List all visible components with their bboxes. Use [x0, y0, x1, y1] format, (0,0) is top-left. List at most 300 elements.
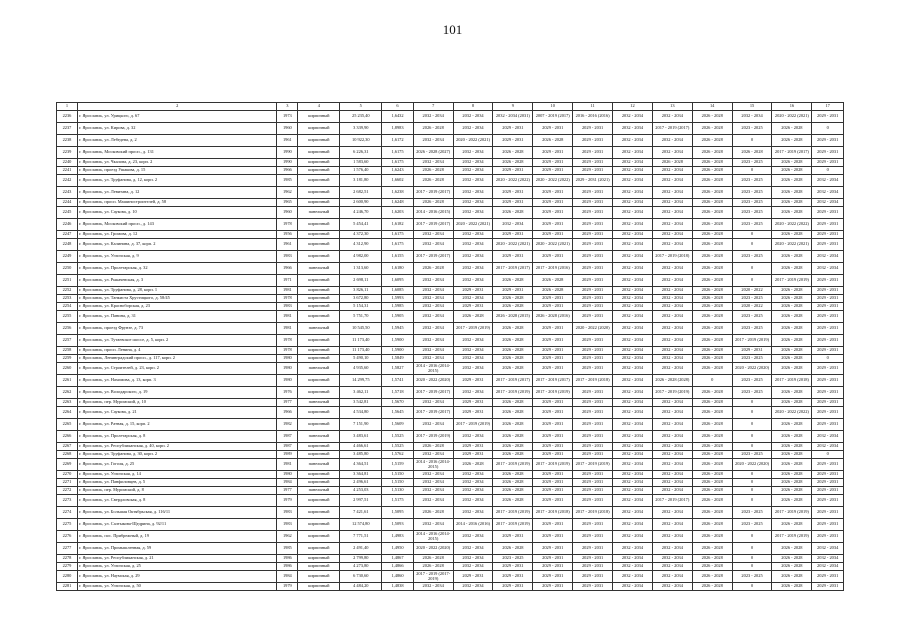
table-cell: 2029 - 2031	[493, 135, 533, 147]
address-cell: г. Ярославль, ул. Кирова, д. 32	[77, 123, 276, 135]
table-cell: 2026 - 2028	[493, 295, 533, 303]
table-cell: 6 226,31	[340, 147, 382, 159]
table-cell: 1985	[277, 175, 298, 187]
table-row	[57, 495, 844, 507]
table-cell: 2029 - 2031	[533, 407, 573, 419]
address-cell: г. Ярославль, ул. Левитана, д. 12	[77, 187, 276, 199]
table-cell: 2029 - 2031	[573, 479, 613, 487]
table-cell: 2020 - 2022 (2022)	[772, 219, 812, 231]
address-cell: г. Ярославль, Московский просп., д. 143	[77, 219, 276, 231]
table-cell: 2026 - 2028	[692, 431, 732, 443]
table-cell: 2026 - 2028	[493, 355, 533, 363]
table-cell: 1962	[277, 531, 298, 543]
table-row	[57, 355, 844, 363]
table-cell: 1982	[277, 419, 298, 431]
table-cell: 2026 - 2028	[692, 419, 732, 431]
table-cell: 2032 - 2034	[613, 251, 653, 263]
table-cell: 2254	[57, 303, 78, 311]
table-cell: 7 421,61	[340, 507, 382, 519]
table-cell: 2026 - 2028	[772, 135, 812, 147]
address-cell: г. Ярославль, проезд Ушакова, д. 15	[77, 167, 276, 175]
table-cell: 2017 - 2019 (2019)	[772, 275, 812, 287]
table-cell: 10 545,50	[340, 323, 382, 335]
address-cell: г. Ярославль, ул. Танкиста Хрустицкого, д. 58/45	[77, 295, 276, 303]
table-row	[57, 451, 844, 459]
table-cell: 1987	[277, 443, 298, 451]
table-cell: 2032 - 2034	[413, 451, 453, 459]
table-cell: 1985	[277, 543, 298, 555]
table-cell: 2029 - 2031	[812, 295, 844, 303]
table-cell: 2032 - 2034	[453, 347, 493, 355]
table-row	[57, 479, 844, 487]
table-cell: 2032 - 2034	[453, 167, 493, 175]
table-cell: 2260	[57, 363, 78, 375]
table-cell: панельный	[298, 399, 340, 407]
table-cell: 2026 - 2028	[493, 443, 533, 451]
table-cell: 2029 - 2031	[533, 571, 573, 583]
table-cell: 1,5150	[382, 479, 413, 487]
table-cell: 2029 - 2031	[573, 399, 613, 407]
table-cell: 2032 - 2034	[652, 563, 692, 571]
table-cell: 2026 - 2028	[772, 563, 812, 571]
table-cell: 2029 - 2031	[533, 355, 573, 363]
table-cell: 2026 - 2028	[692, 187, 732, 199]
address-cell: г. Ярославль, ул. Наумская, д. 29	[77, 571, 276, 583]
table-cell: 2029 - 2031	[812, 231, 844, 239]
table-cell: 1,5900	[382, 335, 413, 347]
table-cell: 2032 - 2034	[652, 275, 692, 287]
table-cell: 2032 - 2034	[453, 355, 493, 363]
table-cell: 2026 - 2028	[772, 287, 812, 295]
table-cell: 2032 - 2034	[613, 323, 653, 335]
table-cell: 2032 - 2034	[613, 531, 653, 543]
table-cell: 1,5609	[382, 419, 413, 431]
address-cell: г. Ярославль, просп. Ленина, д. 4	[77, 347, 276, 355]
address-cell: г. Ярославль, ул. Республиканская, д. 21	[77, 555, 276, 563]
table-cell: 2032 - 2034	[613, 431, 653, 443]
table-cell: кирпичный	[298, 239, 340, 251]
table-cell: 2017 - 2019 (2019)	[573, 459, 613, 471]
table-cell: 2017 - 2019 (2017)	[413, 219, 453, 231]
table-cell: кирпичный	[298, 543, 340, 555]
table-cell: 5 454,41	[340, 219, 382, 231]
table-cell: 2017 - 2019 (2017)	[493, 263, 533, 275]
table-cell: 2032 - 2034	[453, 583, 493, 591]
address-cell: г. Ярославль, ул. Панфиловцев, д. 5	[77, 479, 276, 487]
table-cell: 2026 - 2028	[692, 543, 732, 555]
table-cell: 2029 - 2031	[533, 399, 573, 407]
table-cell: 2017 - 2019 (2016)	[533, 263, 573, 275]
table-cell: 2029 - 2031	[573, 583, 613, 591]
table-cell: 0	[732, 471, 772, 479]
table-cell: 2029 - 2031	[573, 147, 613, 159]
table-cell: 2026 - 2028	[692, 147, 732, 159]
table-cell: 7 771,51	[340, 531, 382, 543]
table-cell: 1 576,40	[340, 167, 382, 175]
table-cell: 2029 - 2031	[573, 543, 613, 555]
table-cell: 2032 - 2034	[652, 531, 692, 543]
table-cell: 2029 - 2031	[573, 495, 613, 507]
table-row	[57, 487, 844, 495]
table-row	[57, 459, 844, 471]
table-cell: 1,5670	[382, 399, 413, 407]
table-cell: 2029 - 2031	[573, 159, 613, 167]
table-cell: 1,5827	[382, 363, 413, 375]
table-cell: 1983	[277, 251, 298, 263]
table-cell: 3 483,61	[340, 431, 382, 443]
table-cell: 1990	[277, 159, 298, 167]
table-cell: 2029 - 2031	[812, 507, 844, 519]
table-cell: 2026 - 2028	[493, 363, 533, 375]
table-row	[57, 555, 844, 563]
table-cell: 2032 - 2034	[613, 295, 653, 303]
table-cell: 2029 - 2031	[812, 239, 844, 251]
table-cell: 0	[732, 443, 772, 451]
table-cell: 2032 - 2034	[652, 571, 692, 583]
table-cell: кирпичный	[298, 251, 340, 263]
table-cell: 1,6155	[382, 251, 413, 263]
table-cell: 2032 - 2034	[453, 123, 493, 135]
table-cell: кирпичный	[298, 375, 340, 387]
table-cell: 2032 - 2034	[652, 167, 692, 175]
column-header: 4	[298, 103, 340, 111]
table-cell: 0	[732, 555, 772, 563]
table-cell: 2017 - 2019 (2017)	[533, 375, 573, 387]
table-cell: 2026 - 2028	[772, 399, 812, 407]
page-number: 101	[442, 22, 463, 37]
table-cell: 2026 - 2028	[692, 175, 732, 187]
table-cell: 2032 - 2034	[812, 563, 844, 571]
table-cell: 2026 - 2028	[692, 471, 732, 479]
header-row	[57, 103, 844, 111]
table-cell: 2032 - 2034	[613, 375, 653, 387]
table-row	[57, 407, 844, 419]
table-cell: 2032 - 2034	[652, 479, 692, 487]
table-cell: 2278	[57, 555, 78, 563]
table-cell: 5 751,70	[340, 311, 382, 323]
table-cell: 2268	[57, 451, 78, 459]
table-cell: 2 698,11	[340, 275, 382, 287]
table-cell: 2032 - 2034	[652, 187, 692, 199]
table-cell: 2026 - 2028	[772, 335, 812, 347]
table-cell: 3 462,11	[340, 387, 382, 399]
address-cell: г. Ярославль, ул. Чкалова, д. 23, корп. 2	[77, 159, 276, 167]
table-cell: 2259	[57, 355, 78, 363]
table-cell: кирпичный	[298, 387, 340, 399]
table-cell: 1,6085	[382, 287, 413, 295]
table-cell: кирпичный	[298, 347, 340, 355]
table-row	[57, 167, 844, 175]
table-cell: 2032 - 2034	[613, 519, 653, 531]
table-cell: 0	[692, 375, 732, 387]
table-cell: 2017 - 2019 (2019)	[652, 387, 692, 399]
table-cell: 2029 - 2031	[533, 147, 573, 159]
table-cell: 2251	[57, 275, 78, 287]
table-cell: 2029 - 2031	[573, 311, 613, 323]
address-cell: г. Ярославль, ул. Красноборская, д. 23	[77, 303, 276, 311]
table-cell: 4 364,51	[340, 459, 382, 471]
table-cell: 2026 - 2028	[493, 335, 533, 347]
table-cell: 2032 - 2034	[652, 451, 692, 459]
table-cell: 2281	[57, 583, 78, 591]
table-cell: 3 364,81	[340, 471, 382, 479]
table-cell: 2029 - 2031	[493, 563, 533, 571]
table-cell: 2029 - 2031	[533, 419, 573, 431]
address-cell: г. Ярославль, ул. Урицкого, д. 67	[77, 111, 276, 123]
table-cell: 2032 - 2034	[613, 471, 653, 479]
table-cell: 0	[732, 563, 772, 571]
table-cell: 2032 - 2034	[413, 479, 453, 487]
table-cell: 2026 - 2028	[692, 251, 732, 263]
table-cell: 3 542,81	[340, 399, 382, 407]
table-cell: 2026 - 2028	[692, 387, 732, 399]
table-cell: 2020 - 2022 (2020)	[732, 363, 772, 375]
table-cell: 2029 - 2031	[812, 459, 844, 471]
table-cell: 2032 - 2034	[652, 295, 692, 303]
table-cell: 2020 - 2022 (2021)	[453, 219, 493, 231]
table-cell: 2270	[57, 471, 78, 479]
table-cell: кирпичный	[298, 303, 340, 311]
table-cell: 0	[732, 543, 772, 555]
table-cell: 1981	[277, 311, 298, 323]
table-cell: 2026 - 2028	[772, 555, 812, 563]
table-cell: 0	[732, 275, 772, 287]
table-cell: 2265	[57, 419, 78, 431]
table-cell: 2026 - 2028	[692, 451, 732, 459]
table-cell: 2032 - 2034	[453, 111, 493, 123]
column-header: 8	[453, 103, 493, 111]
table-cell: 2029 - 2031	[533, 519, 573, 531]
table-cell: 2032 - 2034	[413, 495, 453, 507]
table-cell: 2250	[57, 263, 78, 275]
table-cell: кирпичный	[298, 419, 340, 431]
address-cell: г. Ярославль, ул. Тутаевское шоссе, д. 5, корп. 2	[77, 335, 276, 347]
table-row	[57, 431, 844, 443]
table-cell: 2239	[57, 147, 78, 159]
table-cell: 2279	[57, 563, 78, 571]
table-row	[57, 159, 844, 167]
address-cell: г. Ярославль, ул. Гоголя, д. 25	[77, 459, 276, 471]
table-cell: 2026 - 2028	[413, 199, 453, 207]
table-cell: 2026 - 2028	[692, 287, 732, 295]
table-cell: 2032 - 2034	[453, 175, 493, 187]
table-cell: 2026 - 2028	[413, 167, 453, 175]
table-cell: 2023 - 2025	[732, 507, 772, 519]
table-cell: 2026 - 2028	[692, 239, 732, 251]
table-cell: 2020 - 2022 (2020)	[413, 543, 453, 555]
table-cell: 2026 - 2028	[692, 199, 732, 207]
table-cell: 2032 - 2034	[613, 479, 653, 487]
column-header: 14	[692, 103, 732, 111]
table-cell: 2026 - 2028	[453, 311, 493, 323]
table-cell: 2017 - 2019 (2018)	[573, 375, 613, 387]
table-row	[57, 443, 844, 451]
table-cell: 2032 - 2034	[652, 407, 692, 419]
table-cell: 2032 - 2034	[652, 263, 692, 275]
table-cell: 2023 - 2025	[732, 295, 772, 303]
table-cell: 2020 - 2022 (2021)	[493, 239, 533, 251]
table-cell: 2029 - 2031	[812, 407, 844, 419]
table-cell: 2017 - 2019 (2017)	[413, 251, 453, 263]
table-cell: 2026 - 2028	[772, 443, 812, 451]
table-cell: 2026 - 2028	[772, 519, 812, 531]
table-cell: 1983	[277, 519, 298, 531]
table-cell: 2020 - 2022 (2022)	[493, 175, 533, 187]
table-cell: 2026 - 2028	[772, 495, 812, 507]
table-cell: 1,5905	[382, 311, 413, 323]
table-row	[57, 419, 844, 431]
table-cell: 2023 - 2025	[732, 571, 772, 583]
table-cell: 2029 - 2031	[533, 207, 573, 219]
table-cell: 2032 - 2034	[453, 251, 493, 263]
column-header: 12	[613, 103, 653, 111]
table-cell: 5 490,10	[340, 355, 382, 363]
table-cell: 2029 - 2031	[533, 543, 573, 555]
column-header: 13	[652, 103, 692, 111]
table-row	[57, 135, 844, 147]
address-cell: г. Ярославль, пер. Муромский, д. 8	[77, 487, 276, 495]
table-cell: 1,6175	[382, 159, 413, 167]
table-cell: 2020 - 2022 (2020)	[732, 459, 772, 471]
address-cell: г. Ярославль, просп. Машиностроителей, д. 58	[77, 199, 276, 207]
table-cell: 2032 - 2034	[652, 543, 692, 555]
table-cell: 2029 - 2031	[573, 135, 613, 147]
table-cell: 2017 - 2019 (2017-2019)	[413, 571, 453, 583]
table-cell: 1,5985	[382, 303, 413, 311]
table-cell: 3 181,80	[340, 175, 382, 187]
table-cell: 2026 - 2028	[772, 311, 812, 323]
table-cell: 2026 - 2028	[413, 563, 453, 571]
table-cell: 2029 - 2031	[453, 443, 493, 451]
table-cell: 2261	[57, 375, 78, 387]
table-cell: 2029 - 2031	[573, 347, 613, 355]
table-row	[57, 471, 844, 479]
table-cell: 1,6182	[382, 219, 413, 231]
table-cell: 2029 - 2031	[533, 583, 573, 591]
table-cell: 2017 - 2019 (2019)	[413, 431, 453, 443]
table-cell: 2032 - 2034	[652, 583, 692, 591]
table-cell: 2026 - 2028	[692, 571, 732, 583]
table-cell: 2032 - 2034	[613, 487, 653, 495]
table-cell: 0	[732, 419, 772, 431]
column-header: 2	[77, 103, 276, 111]
table-row	[57, 239, 844, 251]
table-cell: 2032 - 2034	[613, 275, 653, 287]
table-cell: 2026 - 2028	[692, 335, 732, 347]
table-cell: 2017 - 2019 (2019)	[732, 335, 772, 347]
table-cell: 2029 - 2031	[533, 479, 573, 487]
table-cell: 2029 - 2031	[812, 303, 844, 311]
table-row	[57, 563, 844, 571]
table-cell: 2269	[57, 459, 78, 471]
table-cell: кирпичный	[298, 231, 340, 239]
table-cell: 1,6095	[382, 275, 413, 287]
table-cell: 2032 - 2034	[652, 363, 692, 375]
table-cell: 2026 - 2028	[413, 555, 453, 563]
table-cell: 2032 - 2034	[413, 323, 453, 335]
table-cell: 2026 - 2028	[692, 531, 732, 543]
table-cell: 2026 - 2028	[493, 487, 533, 495]
table-cell: 2032 - 2034	[812, 443, 844, 451]
address-cell: г. Ярославль, ул. Угличская, д. 50	[77, 583, 276, 591]
table-cell: 4 372,30	[340, 231, 382, 239]
table-cell: 1,5741	[382, 375, 413, 387]
table-cell: 2029 - 2031	[812, 323, 844, 335]
table-cell: 1983	[277, 507, 298, 519]
address-cell: г. Ярославль, Московский просп., д. 131	[77, 147, 276, 159]
table-cell: 2029 - 2031	[533, 159, 573, 167]
table-cell: 1,6175	[382, 231, 413, 239]
table-cell: 2032 - 2034	[732, 111, 772, 123]
table-cell: 2017 - 2019 (2018)	[533, 507, 573, 519]
table-cell: 2029 - 2031	[533, 251, 573, 263]
table-cell: 1,4838	[382, 583, 413, 591]
table-cell: 1966	[277, 263, 298, 275]
table-cell: 1962	[277, 187, 298, 199]
table-cell: 1979	[277, 583, 298, 591]
table-cell: 2026 - 2028	[772, 231, 812, 239]
table-cell: 2026 - 2028	[692, 303, 732, 311]
table-row	[57, 375, 844, 387]
table-cell: 2029 - 2031	[533, 431, 573, 443]
table-cell: 2026 - 2028	[772, 571, 812, 583]
table-cell: 2017 - 2019 (2019)	[772, 531, 812, 543]
column-header: 11	[573, 103, 613, 111]
table-cell: 2029 - 2031	[732, 347, 772, 355]
table-cell: 1986	[277, 563, 298, 571]
table-cell: 2032 - 2034	[812, 251, 844, 263]
table-cell: 0	[812, 355, 844, 363]
table-cell: 1960	[277, 123, 298, 135]
table-cell: 2029 - 2031	[493, 187, 533, 199]
table-cell: 2032 - 2034	[652, 287, 692, 295]
table-cell: 2023 - 2025	[732, 187, 772, 199]
table-cell: 2026 - 2028	[772, 303, 812, 311]
table-cell: 2029 - 2031	[812, 571, 844, 583]
table-cell: 2023 - 2025	[732, 519, 772, 531]
table-cell: 2032 - 2034	[613, 231, 653, 239]
table-cell: 2032 - 2034	[613, 355, 653, 363]
table-cell: панельный	[298, 363, 340, 375]
table-cell: 2026 - 2028	[692, 563, 732, 571]
table-cell: 2029 - 2031	[812, 135, 844, 147]
table-cell: 2029 - 2031	[573, 187, 613, 199]
table-cell: 2032 - 2034	[453, 147, 493, 159]
table-cell: 2026 - 2028	[692, 479, 732, 487]
table-cell: 2029 - 2031	[533, 363, 573, 375]
table-cell: 2263	[57, 399, 78, 407]
table-cell: 1,5159	[382, 459, 413, 471]
table-cell: 2029 - 2031	[812, 399, 844, 407]
table-cell: 2032 - 2034	[812, 263, 844, 275]
table-cell: 1,6203	[382, 207, 413, 219]
address-cell: г. Ярославль, ул. Свердловская, д. 8	[77, 495, 276, 507]
table-cell: 2029 - 2031	[812, 387, 844, 399]
table-cell: 2017 - 2019 (2018)	[772, 375, 812, 387]
table-cell: 2026 - 2028	[692, 323, 732, 335]
table-cell: 2026 - 2028	[772, 419, 812, 431]
table-cell: 2032 - 2034	[613, 111, 653, 123]
table-cell: 1,5993	[382, 295, 413, 303]
table-cell: 2023 - 2025	[732, 159, 772, 167]
table-cell: 2023 - 2025	[732, 451, 772, 459]
table-cell: 2029 - 2031	[453, 407, 493, 419]
address-cell: г. Ярославль, ул. Пролетарская, д. 8	[77, 431, 276, 443]
table-cell: 2029 - 2031	[573, 303, 613, 311]
table-cell: 2253	[57, 295, 78, 303]
table-cell: 2032 - 2034	[613, 303, 653, 311]
table-cell: 2029 - 2031	[453, 399, 493, 407]
